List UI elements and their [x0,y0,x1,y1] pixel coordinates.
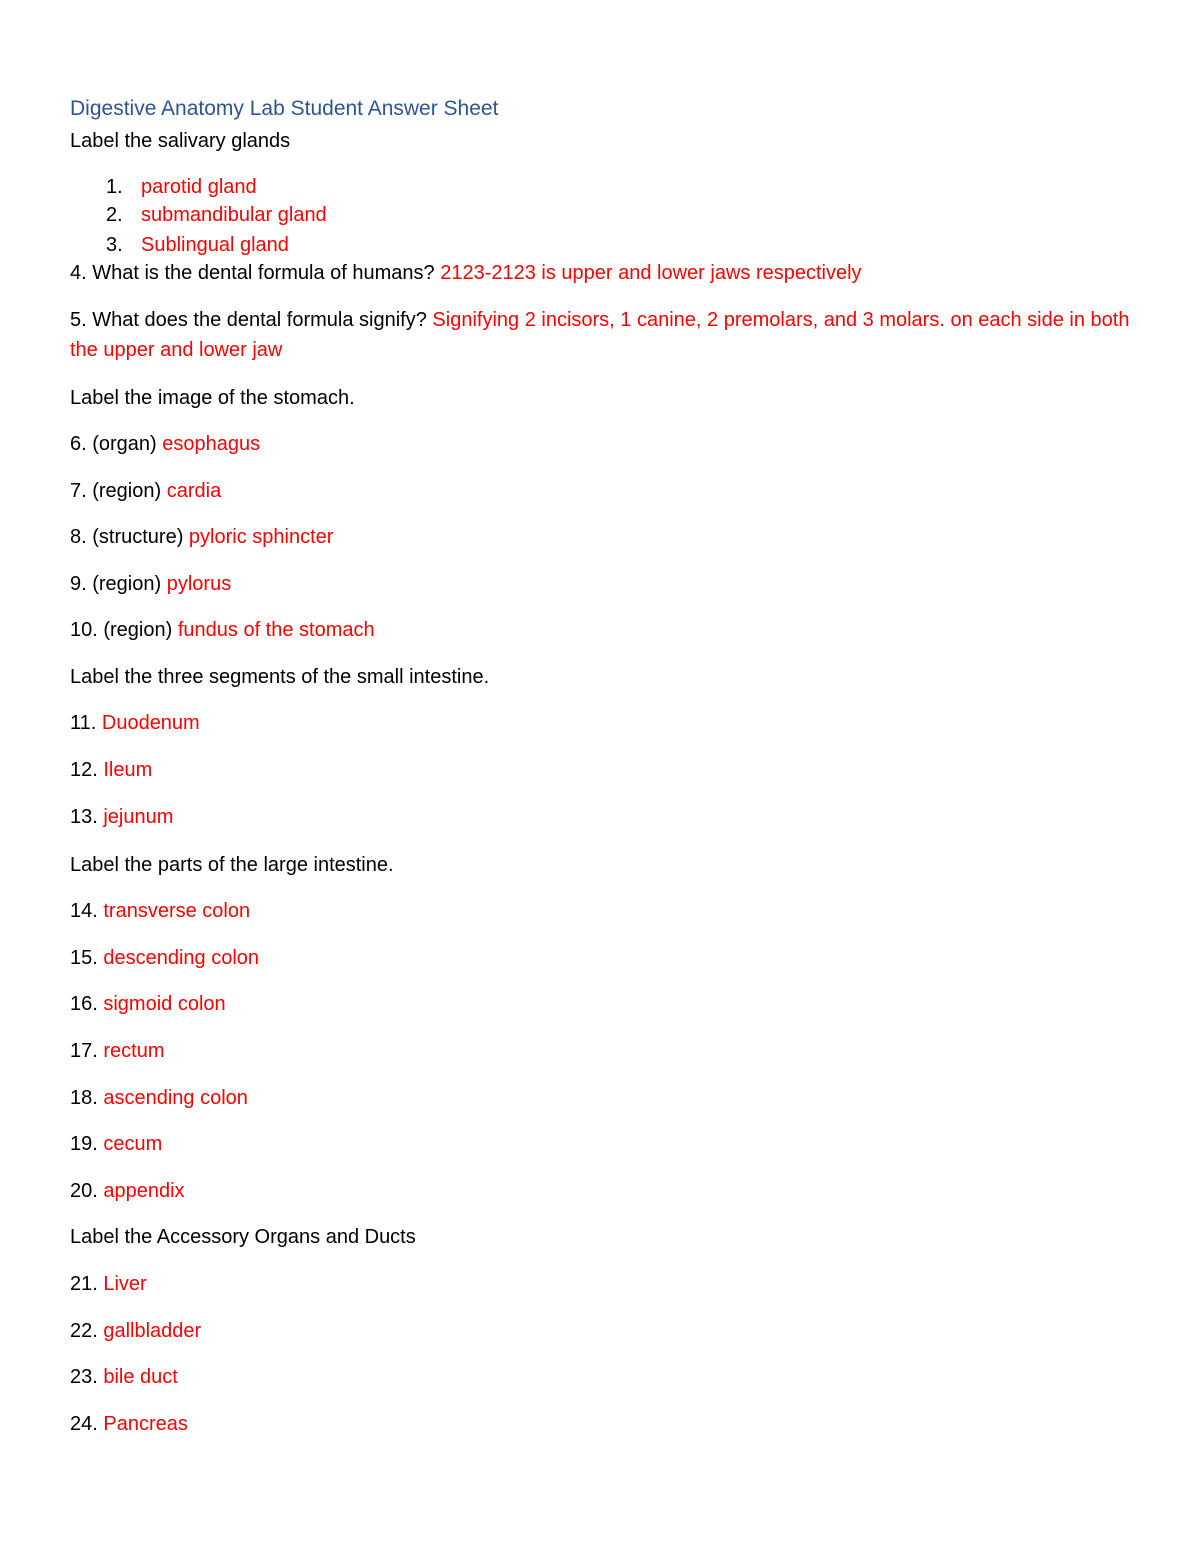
large-intestine-item-19 [70,1130,162,1158]
small-intestine-item-11 [70,709,200,737]
item-prefix: 10. (region) [70,619,178,641]
accessory-item-22 [70,1317,201,1345]
item-prefix: 23. [70,1366,104,1388]
salivary-item-number: 3. [106,234,123,256]
question-5-answer: Signifying 2 incisors, 1 canine, 2 premolars, and 3 molars. on each side in both the upper and lower jaw [70,309,1130,361]
item-prefix: 21. [70,1273,104,1295]
small-intestine-answer-12: Ileum [103,759,153,781]
large-intestine-heading: Label the parts of the large intestine. [70,854,394,876]
large-intestine-answer-18: ascending colon [103,1087,248,1109]
item-prefix: 13. [70,806,104,828]
stomach-answer-10: fundus of the stomach [177,619,375,641]
item-prefix: 18. [70,1087,104,1109]
item-prefix: 8. (structure) [70,526,189,548]
large-intestine-answer-16: sigmoid colon [103,993,226,1015]
small-intestine-item-13 [70,803,173,831]
stomach-answer-6: esophagus [162,433,261,455]
large-intestine-item-17 [70,1037,164,1065]
item-prefix: 16. [70,993,104,1015]
accessory-heading: Label the Accessory Organs and Ducts [70,1226,416,1248]
salivary-item-3 [106,231,289,259]
accessory-answer-21: Liver [103,1273,147,1295]
salivary-item-1 [106,173,257,201]
salivary-answer-1: parotid gland [141,176,257,198]
question-5 [70,305,1130,365]
stomach-answer-7: cardia [166,480,222,502]
question-4-text: 4. What is the dental formula of humans? [70,262,441,284]
item-prefix: 20. [70,1180,104,1202]
item-prefix: 7. (region) [70,480,167,502]
large-intestine-answer-15: descending colon [103,947,260,969]
large-intestine-item-18 [70,1084,248,1112]
large-intestine-item-16 [70,990,226,1018]
small-intestine-item-12 [70,756,152,784]
stomach-answer-8: pyloric sphincter [188,526,334,548]
stomach-answer-9: pylorus [166,573,232,595]
large-intestine-answer-20: appendix [103,1180,185,1202]
item-prefix: 22. [70,1320,104,1342]
small-intestine-answer-13: jejunum [103,806,174,828]
item-prefix: 15. [70,947,104,969]
small-intestine-heading: Label the three segments of the small intestine. [70,666,490,688]
stomach-item-6 [70,430,260,458]
accessory-answer-22: gallbladder [103,1320,202,1342]
item-prefix: 11. [70,712,102,734]
salivary-heading: Label the salivary glands [70,130,291,152]
salivary-item-number: 2. [106,204,123,226]
accessory-answer-23: bile duct [103,1366,178,1388]
salivary-answer-2: submandibular gland [141,204,327,226]
salivary-item-number: 1. [106,176,123,198]
large-intestine-answer-14: transverse colon [103,900,251,922]
question-5-text: 5. What does the dental formula signify? [70,309,433,331]
salivary-item-2 [106,201,327,229]
accessory-item-23 [70,1363,178,1391]
item-prefix: 12. [70,759,104,781]
large-intestine-answer-17: rectum [103,1040,165,1062]
stomach-heading: Label the image of the stomach. [70,387,355,409]
stomach-item-9 [70,570,231,598]
stomach-item-8 [70,523,333,551]
item-prefix: 6. (organ) [70,433,163,455]
accessory-item-24 [70,1410,188,1438]
stomach-item-7 [70,477,221,505]
page-title: Digestive Anatomy Lab Student Answer Sheet [70,97,499,120]
accessory-answer-24: Pancreas [103,1413,188,1435]
question-4-answer: 2123-2123 is upper and lower jaws respectively [440,262,862,284]
stomach-item-10 [70,616,375,644]
large-intestine-item-14 [70,897,250,925]
item-prefix: 24. [70,1413,104,1435]
small-intestine-answer-11: Duodenum [101,712,200,734]
salivary-answer-3: Sublingual gland [141,234,289,256]
large-intestine-answer-19: cecum [103,1133,163,1155]
large-intestine-item-20 [70,1177,185,1205]
item-prefix: 17. [70,1040,104,1062]
large-intestine-item-15 [70,944,259,972]
accessory-item-21 [70,1270,147,1298]
item-prefix: 19. [70,1133,104,1155]
question-4 [70,259,862,287]
item-prefix: 14. [70,900,104,922]
item-prefix: 9. (region) [70,573,167,595]
